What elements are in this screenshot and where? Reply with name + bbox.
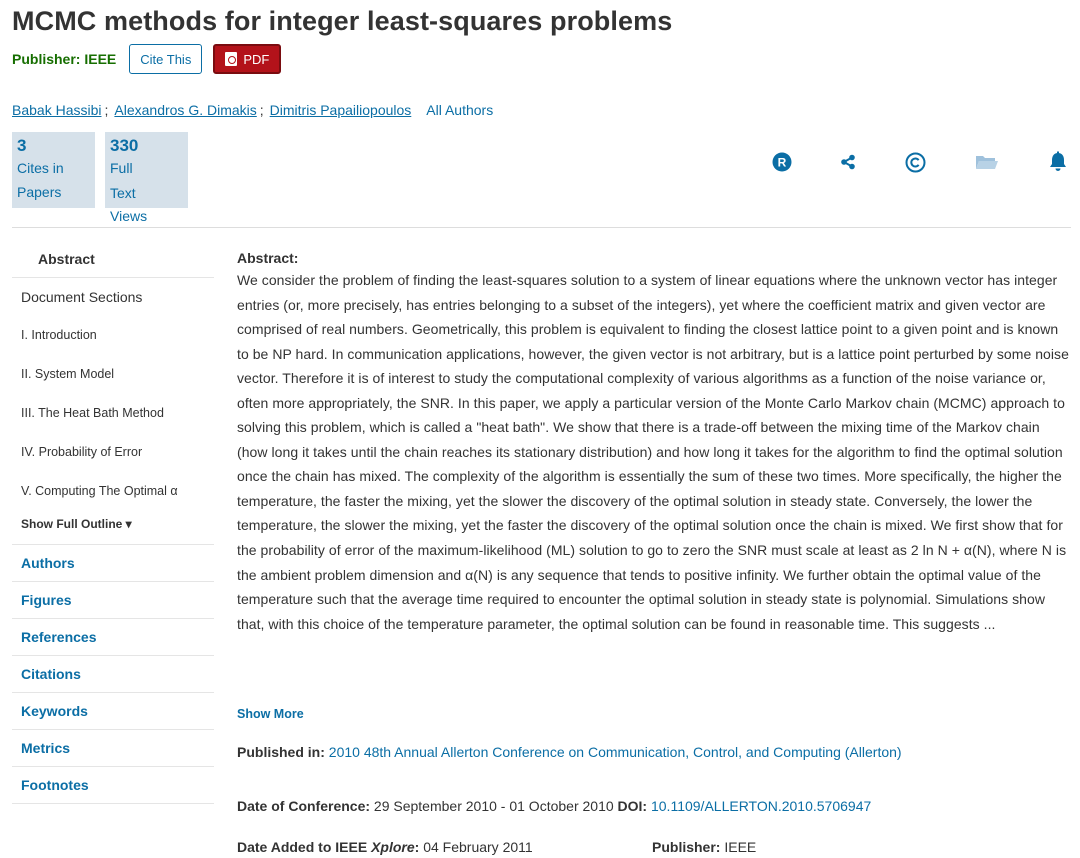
publisher-bottom-value: IEEE — [724, 839, 757, 855]
date-added-label — [237, 839, 419, 855]
date-added-label-post: : — [414, 839, 420, 855]
views-label-3: Views — [110, 208, 148, 224]
all-authors-link[interactable]: All Authors — [426, 102, 494, 118]
conference-date-value: 29 September 2010 - 01 October 2010 — [373, 798, 614, 814]
sidebar — [12, 240, 214, 804]
author-link[interactable]: Dimitris Papailiopoulos — [269, 102, 412, 118]
sidebar-document-sections: Document Sections — [21, 289, 143, 305]
cites-count: 3 — [17, 136, 27, 155]
sidebar-item-keywords[interactable]: Keywords — [12, 693, 214, 730]
svg-text:R: R — [777, 155, 787, 170]
sidebar-item-footnotes[interactable]: Footnotes — [12, 767, 214, 804]
cites-metric[interactable] — [12, 132, 95, 208]
abstract-label: Abstract: — [237, 250, 299, 266]
cites-label-1: Cites in — [17, 160, 64, 176]
pdf-icon — [225, 52, 237, 66]
sidebar-item-metrics[interactable]: Metrics — [12, 730, 214, 767]
author-separator: ; — [259, 102, 264, 118]
sidebar-section-introduction[interactable]: I. Introduction — [21, 328, 97, 342]
published-in-label: Published in: — [237, 744, 325, 760]
sidebar-item-citations[interactable]: Citations — [12, 656, 214, 693]
cite-this-button[interactable]: Cite This — [129, 44, 202, 74]
conference-date-label: Date of Conference: — [237, 798, 371, 814]
views-metric[interactable] — [105, 132, 188, 224]
pdf-button-label: PDF — [243, 51, 270, 67]
date-added-label-em: Xplore — [371, 839, 415, 855]
show-full-outline-button[interactable]: Show Full Outline ▾ — [12, 511, 214, 545]
sidebar-section-heat-bath[interactable]: III. The Heat Bath Method — [21, 406, 164, 420]
views-count: 330 — [110, 136, 139, 155]
page-title: MCMC methods for integer least-squares problems — [12, 6, 673, 36]
date-added-label-pre: Date Added to IEEE — [237, 839, 372, 855]
publisher-value: IEEE — [84, 51, 117, 67]
r-icon[interactable] — [770, 151, 794, 173]
divider — [12, 227, 1071, 228]
publisher-label — [12, 51, 116, 67]
doi-label: DOI: — [617, 798, 648, 814]
folder-icon[interactable] — [975, 151, 999, 173]
author-separator: ; — [104, 102, 109, 118]
bell-icon[interactable] — [1046, 151, 1070, 173]
sidebar-item-abstract[interactable]: Abstract — [12, 240, 214, 278]
sidebar-section-probability-error[interactable]: IV. Probability of Error — [21, 445, 143, 459]
sidebar-item-authors[interactable]: Authors — [12, 545, 214, 582]
published-in-link[interactable]: 2010 48th Annual Allerton Conference on Communication, Control, and Computing (Allerton) — [328, 744, 902, 760]
author-link[interactable]: Alexandros G. Dimakis — [114, 102, 257, 118]
copyright-icon[interactable] — [903, 151, 927, 173]
sidebar-section-optimal-alpha[interactable]: V. Computing The Optimal α — [21, 484, 178, 498]
published-in — [237, 744, 902, 760]
publisher-row — [12, 44, 281, 74]
views-label-2: Text — [110, 184, 136, 201]
sidebar-section-system-model[interactable]: II. System Model — [21, 367, 115, 381]
doi-link[interactable]: 10.1109/ALLERTON.2010.5706947 — [650, 798, 872, 814]
conference-date-row — [237, 798, 871, 814]
cites-label-2: Papers — [17, 184, 62, 200]
publisher-bottom-label: Publisher: — [652, 839, 721, 855]
publisher-label-text: Publisher: — [12, 51, 81, 67]
views-label-1: Full — [110, 160, 133, 176]
show-more-link[interactable]: Show More — [237, 707, 304, 721]
abstract-section — [237, 249, 1069, 636]
share-icon[interactable] — [836, 151, 860, 173]
publisher-bottom — [652, 839, 756, 855]
authors-list — [12, 102, 493, 118]
sidebar-item-references[interactable]: References — [12, 619, 214, 656]
pdf-button[interactable] — [213, 44, 281, 74]
sidebar-item-figures[interactable]: Figures — [12, 582, 214, 619]
author-link[interactable]: Babak Hassibi — [12, 102, 102, 118]
date-added-value: 04 February 2011 — [423, 839, 533, 855]
abstract-text: We consider the problem of finding the least-squares solution to a system of linear equations where the unknown vector has integer entries (or, more precisely, has entries belonging to a subset of the integers), yet where the coefficient matrix and given vector are comprised of real numbers. Geometrically, this problem is equivalent to finding the closest lattice point to a given point and is known to be NP hard. In communication applications, however, the given vector is not arbitrary, but is a lattice point perturbed by some noise vector. Therefore it is of interest to study the computational complexity of various algorithms as a function of the noise variance or, often more appropriately, the SNR. In this paper, we apply a particular version of the Monte Carlo Markov chain (MCMC) approach to solving this problem, which is called a "heat bath". We show that there is a trade-off between the mixing time of the Markov chain (how long it takes until the chain reaches its stationary distribution) and how long it takes for the algorithm to find the optimal solution once the chain has mixed. The complexity of the algorithm is essentially the sum of these two times. More specifically, the higher the temperature, the faster the mixing, yet the slower the discovery of the optimal solution in steady state. Conversely, the lower the temperature, the slower the mixing, yet the faster the discovery of the optimal solution once the chain is mixed. We first show that for the probability of error of the maximum-likelihood (ML) solution to go to zero the SNR must scale at least as 2 ln N + α(N), where N is the ambient problem dimension and α(N) is any sequence that tends to positive infinity. We further obtain the optimal value of the temperature such that the average time required to encounter the optimal solution in steady state is polynomial. Simulations show that, with this choice of the temperature parameter, the optimal solution can be found in reasonable time. This suggests ... — [237, 272, 1069, 632]
date-added-row — [237, 839, 533, 855]
